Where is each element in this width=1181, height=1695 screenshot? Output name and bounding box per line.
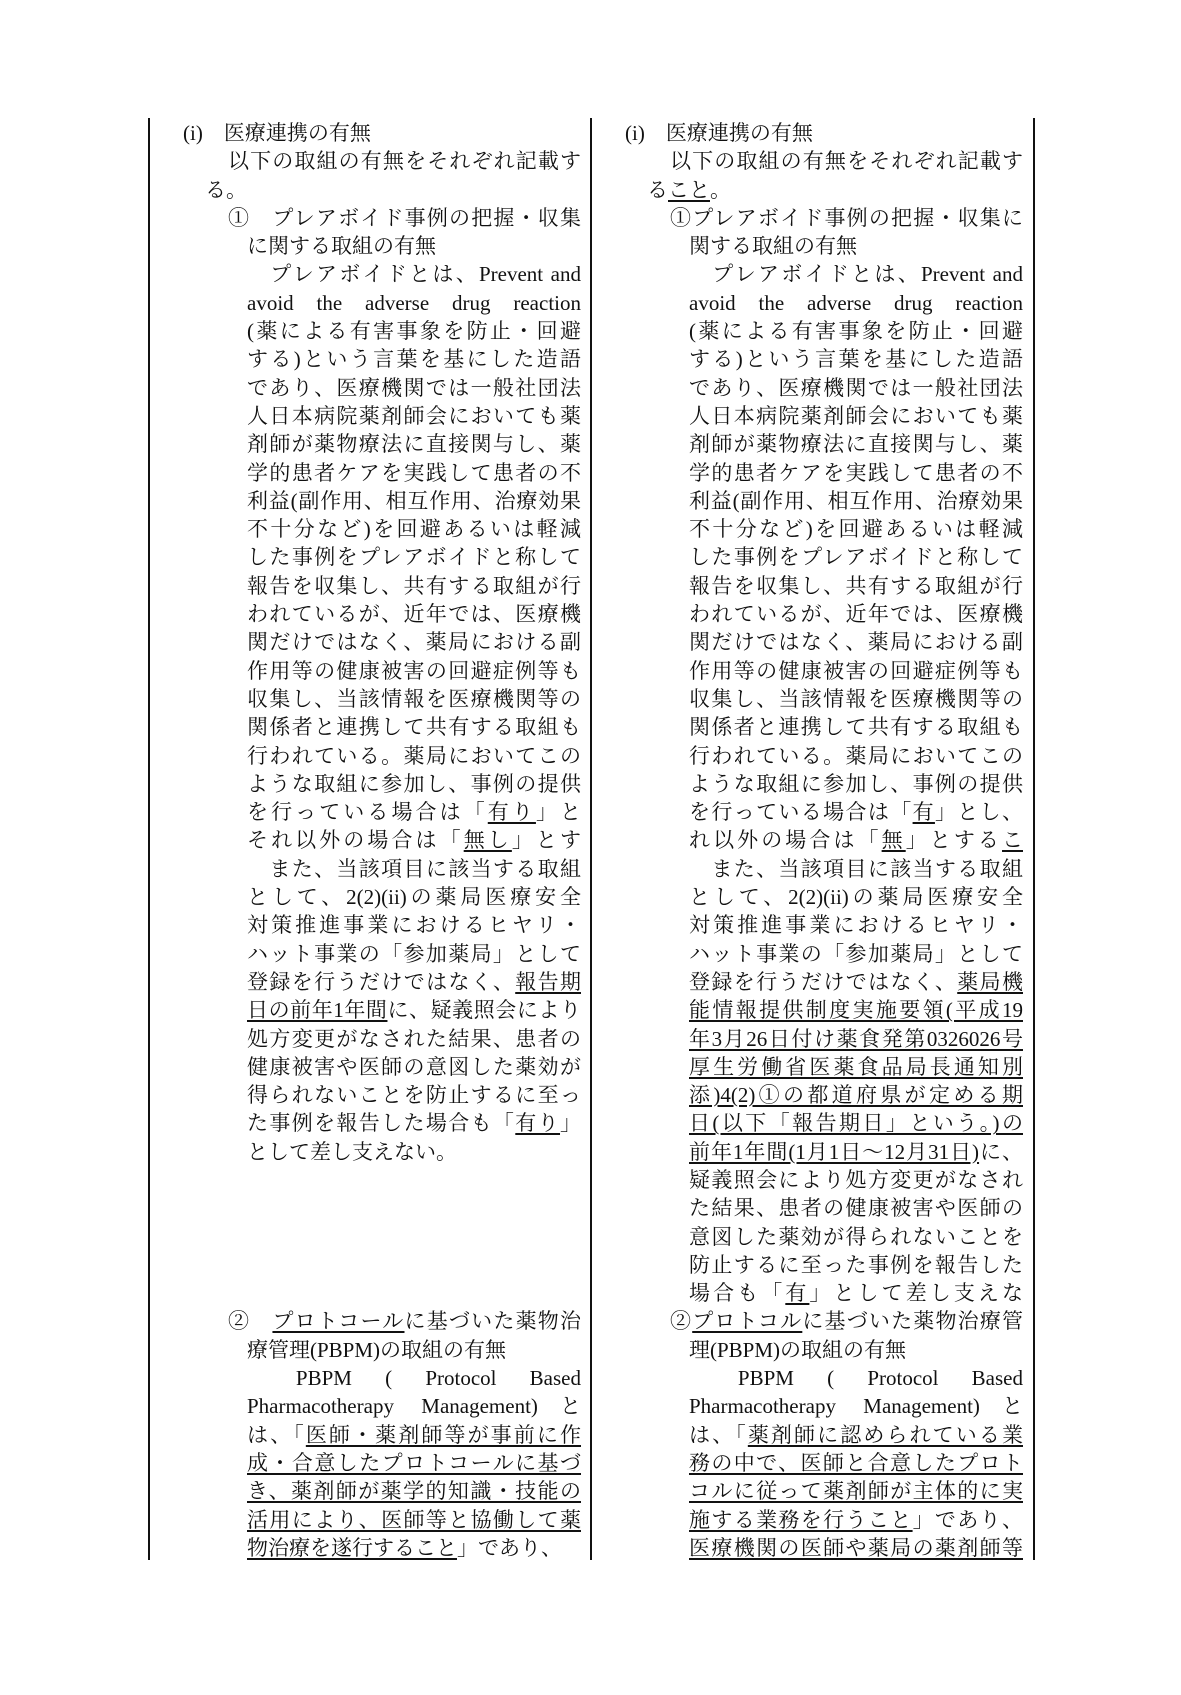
underlined-text: こと bbox=[668, 177, 710, 202]
text-line: 関する取組の有無 bbox=[689, 234, 857, 259]
text-segment: 」として差し支えな bbox=[809, 1281, 1023, 1306]
text-segment: る bbox=[647, 177, 668, 202]
underlined-text: 有 bbox=[912, 800, 935, 825]
underlined-text: 無 bbox=[881, 828, 906, 853]
text-line bbox=[689, 1109, 1023, 1137]
text-segment: それ以外の場合は「 bbox=[247, 828, 464, 853]
text-line: (i) 医療連携の有無 bbox=[625, 121, 813, 145]
text-segment: 」であり、 bbox=[912, 1507, 1023, 1532]
text-line: 得られないことを防止するに至っ bbox=[247, 1083, 581, 1108]
text-line: プレアボイドとは、Prevent and bbox=[247, 262, 581, 287]
underlined-text: プロトコル bbox=[692, 1309, 803, 1334]
text-segment: 登録を行うだけではなく、 bbox=[689, 969, 958, 994]
text-line bbox=[247, 1194, 581, 1222]
text-line: 報告を収集し、共有する取組が行 bbox=[247, 573, 581, 598]
text-segment: は、「 bbox=[247, 1422, 306, 1447]
text-line bbox=[247, 1534, 581, 1562]
underlined-text: こ bbox=[1002, 828, 1023, 853]
text-segment: に基づいた薬物治療管 bbox=[802, 1309, 1023, 1334]
text-line: Pharmacotherapy Management)と bbox=[247, 1394, 581, 1419]
text-line: 行われている。薬局においてこの bbox=[689, 743, 1023, 768]
text-segment: に、疑義照会により bbox=[387, 998, 581, 1023]
text-line bbox=[689, 1506, 1023, 1534]
text-line: 不十分など)を回避あるいは軽減 bbox=[247, 517, 581, 542]
underlined-text: 薬剤師に認められている業 bbox=[747, 1422, 1023, 1447]
text-line: に関する取組の有無 bbox=[247, 234, 436, 259]
text-segment: た事例を報告した場合も「 bbox=[247, 1111, 516, 1136]
text-line: 行われている。薬局においてこの bbox=[247, 743, 581, 768]
text-line: 防止するに至った事例を報告した bbox=[689, 1252, 1023, 1277]
text-line: 報告を収集し、共有する取組が行 bbox=[689, 573, 1023, 598]
underlined-text: 有 bbox=[785, 1281, 810, 1306]
text-line: 剤師が薬物療法に直接関与し、薬 bbox=[689, 432, 1023, 457]
underlined-text: 施する業務を行うこと bbox=[689, 1507, 913, 1532]
text-line: 関だけではなく、薬局における副 bbox=[247, 630, 581, 655]
text-line bbox=[247, 968, 581, 996]
text-line: する)という言葉を基にした造語 bbox=[247, 347, 581, 372]
text-line: 処方変更がなされた結果、患者の bbox=[247, 1026, 581, 1051]
text-segment: に、 bbox=[979, 1139, 1023, 1164]
underlined-text: 薬局機 bbox=[957, 969, 1023, 994]
text-line bbox=[247, 1166, 581, 1194]
left-column-current-text bbox=[148, 119, 590, 1562]
text-line bbox=[670, 1307, 1023, 1335]
text-line: PBPM ( Protocol Based bbox=[689, 1366, 1023, 1391]
text-line bbox=[247, 996, 581, 1024]
underlined-text: 有り bbox=[487, 800, 536, 825]
underlined-text: 報告期 bbox=[515, 969, 581, 994]
text-line: 人日本病院薬剤師会においても薬 bbox=[247, 403, 581, 428]
text-line: 関係者と連携して共有する取組も bbox=[247, 715, 581, 740]
underlined-text: 日の前年1年間 bbox=[247, 998, 388, 1023]
text-line bbox=[247, 1223, 581, 1251]
text-segment: に基づいた薬物治 bbox=[404, 1309, 581, 1334]
text-line: Pharmacotherapy Management)と bbox=[689, 1394, 1023, 1419]
text-line bbox=[689, 1279, 1023, 1307]
text-line: 作用等の健康被害の回避症例等も bbox=[689, 658, 1023, 683]
text-line bbox=[689, 1025, 1023, 1053]
text-line: 意図した薬効が得られないことを bbox=[689, 1224, 1023, 1249]
text-line bbox=[247, 826, 581, 854]
text-segment: を行っている場合は「 bbox=[247, 800, 488, 825]
text-line: 学的患者ケアを実践して患者の不 bbox=[247, 460, 581, 485]
text-line bbox=[247, 1449, 581, 1477]
underlined-text: コルに従って薬剤師が主体的に実 bbox=[689, 1479, 1023, 1504]
text-segment: を行っている場合は「 bbox=[689, 800, 913, 825]
text-line bbox=[689, 1477, 1023, 1505]
text-line: する)という言葉を基にした造語 bbox=[689, 347, 1023, 372]
text-line: 以下の取組の有無をそれぞれ記載す bbox=[228, 149, 581, 174]
text-line bbox=[689, 968, 1023, 996]
text-line: として差し支えない。 bbox=[247, 1139, 457, 1164]
text-segment: ② bbox=[670, 1309, 693, 1334]
text-segment: 」であり、 bbox=[457, 1535, 562, 1560]
text-line bbox=[689, 1421, 1023, 1449]
text-line: として、2(2)(ii)の薬局医療安全 bbox=[689, 885, 1023, 910]
text-line bbox=[647, 176, 1023, 204]
text-line: (薬による有害事象を防止・回避 bbox=[689, 319, 1023, 344]
text-line: る。 bbox=[205, 177, 247, 202]
text-line: avoid the adverse drug reaction bbox=[247, 290, 581, 315]
text-segment: 登録を行うだけではなく、 bbox=[247, 969, 516, 994]
text-line bbox=[689, 1138, 1023, 1166]
text-line: ① プレアボイド事例の把握・収集 bbox=[228, 205, 581, 230]
text-segment: ② bbox=[228, 1309, 273, 1334]
text-line: われているが、近年では、医療機 bbox=[247, 602, 581, 627]
underlined-text: 活用により、医師等と協働して薬 bbox=[247, 1507, 581, 1532]
text-line bbox=[689, 996, 1023, 1024]
underlined-text: 有り bbox=[515, 1111, 561, 1136]
text-line: 不十分など)を回避あるいは軽減 bbox=[689, 517, 1023, 542]
text-line: プレアボイドとは、Prevent and bbox=[689, 262, 1023, 287]
text-line: また、当該項目に該当する取組 bbox=[247, 856, 581, 881]
text-line: 人日本病院薬剤師会においても薬 bbox=[689, 403, 1023, 428]
text-segment: 」とする bbox=[905, 828, 1003, 853]
text-line: ような取組に参加し、事例の提供 bbox=[689, 771, 1023, 796]
text-line: 関だけではなく、薬局における副 bbox=[689, 630, 1023, 655]
text-line bbox=[689, 1053, 1023, 1081]
text-line: た結果、患者の健康被害や医師の bbox=[689, 1196, 1023, 1221]
text-line: 剤師が薬物療法に直接関与し、薬 bbox=[247, 432, 581, 457]
underlined-text: 医師・薬剤師等が事前に作 bbox=[305, 1422, 581, 1447]
text-line: また、当該項目に該当する取組 bbox=[689, 856, 1023, 881]
text-line: であり、医療機関では一般社団法 bbox=[247, 375, 581, 400]
text-line bbox=[247, 1421, 581, 1449]
underlined-text: 日(以下「報告期日」という。)の bbox=[689, 1111, 1023, 1136]
text-line bbox=[689, 798, 1023, 826]
text-segment: れ以外の場合は「 bbox=[689, 828, 882, 853]
underlined-text: 前年1年間(1月1日～12月31日) bbox=[689, 1139, 980, 1164]
underlined-text: 無し bbox=[463, 828, 512, 853]
text-line bbox=[228, 1307, 581, 1335]
text-line: であり、医療機関では一般社団法 bbox=[689, 375, 1023, 400]
text-line: 疑義照会により処方変更がなされ bbox=[689, 1167, 1023, 1192]
underlined-text: 成・合意したプロトコールに基づ bbox=[247, 1450, 581, 1475]
underlined-text: 医療機関の医師や薬局の薬剤師等 bbox=[689, 1535, 1023, 1560]
text-line: した事例をプレアボイドと称して bbox=[247, 545, 581, 570]
text-line: ような取組に参加し、事例の提供 bbox=[247, 771, 581, 796]
text-line bbox=[247, 1109, 581, 1137]
right-column-revised-text bbox=[590, 119, 1032, 1562]
text-line bbox=[689, 1449, 1023, 1477]
text-segment: 」と bbox=[535, 800, 581, 825]
text-line bbox=[247, 798, 581, 826]
text-line: PBPM ( Protocol Based bbox=[247, 1366, 581, 1391]
text-line bbox=[247, 1251, 581, 1279]
text-line: として、2(2)(ii)の薬局医療安全 bbox=[247, 885, 581, 910]
text-line: avoid the adverse drug reaction bbox=[689, 290, 1023, 315]
text-line: 対策推進事業におけるヒヤリ・ bbox=[689, 913, 1023, 938]
text-segment: 」とす bbox=[511, 828, 581, 853]
text-line: 健康被害や医師の意図した薬効が bbox=[247, 1054, 581, 1079]
underlined-text: き、薬剤師が薬学的知識・技能の bbox=[247, 1479, 581, 1504]
right-border-line bbox=[1033, 118, 1035, 1560]
text-segment: 」 bbox=[560, 1111, 581, 1136]
text-line: 療管理(PBPM)の取組の有無 bbox=[247, 1337, 507, 1362]
text-segment: 」とし、 bbox=[934, 800, 1023, 825]
text-line: 以下の取組の有無をそれぞれ記載す bbox=[670, 149, 1023, 174]
underlined-text: 厚生労働省医薬食品局長通知別 bbox=[689, 1054, 1023, 1079]
underlined-text: 務の中で、医師と合意したプロト bbox=[689, 1450, 1023, 1475]
text-line: 学的患者ケアを実践して患者の不 bbox=[689, 460, 1023, 485]
underlined-text: プロトコール bbox=[272, 1309, 405, 1334]
text-line: した事例をプレアボイドと称して bbox=[689, 545, 1023, 570]
text-line: ハット事業の「参加薬局」として bbox=[247, 941, 581, 966]
text-line: (i) 医療連携の有無 bbox=[183, 121, 371, 145]
text-line bbox=[247, 1279, 581, 1307]
underlined-text: 添)4(2)①の都道府県が定める期 bbox=[689, 1083, 1023, 1108]
text-line: 収集し、当該情報を医療機関等の bbox=[689, 686, 1023, 711]
text-line: ①プレアボイド事例の把握・収集に bbox=[670, 205, 1023, 230]
text-line: われているが、近年では、医療機 bbox=[689, 602, 1023, 627]
text-segment: 。 bbox=[710, 177, 731, 202]
text-segment: 場合も「 bbox=[689, 1281, 786, 1306]
text-line: 対策推進事業におけるヒヤリ・ bbox=[247, 913, 581, 938]
underlined-text: 物治療を遂行すること bbox=[247, 1535, 457, 1560]
text-line bbox=[247, 1477, 581, 1505]
text-line: 作用等の健康被害の回避症例等も bbox=[247, 658, 581, 683]
text-line: 利益(副作用、相互作用、治療効果 bbox=[247, 488, 581, 513]
text-line: ハット事業の「参加薬局」として bbox=[689, 941, 1023, 966]
text-line: 収集し、当該情報を医療機関等の bbox=[247, 686, 581, 711]
text-segment: は、「 bbox=[689, 1422, 748, 1447]
text-line bbox=[247, 1506, 581, 1534]
text-line bbox=[689, 1081, 1023, 1109]
text-line: (薬による有害事象を防止・回避 bbox=[247, 319, 581, 344]
text-line: 利益(副作用、相互作用、治療効果 bbox=[689, 488, 1023, 513]
underlined-text: 能情報提供制度実施要領(平成19 bbox=[689, 998, 1023, 1023]
text-line: 関係者と連携して共有する取組も bbox=[689, 715, 1023, 740]
text-line bbox=[689, 1534, 1023, 1562]
text-line: 理(PBPM)の取組の有無 bbox=[689, 1337, 907, 1362]
underlined-text: 年3月26日付け薬食発第0326026号 bbox=[689, 1026, 1023, 1051]
text-line bbox=[689, 826, 1023, 854]
